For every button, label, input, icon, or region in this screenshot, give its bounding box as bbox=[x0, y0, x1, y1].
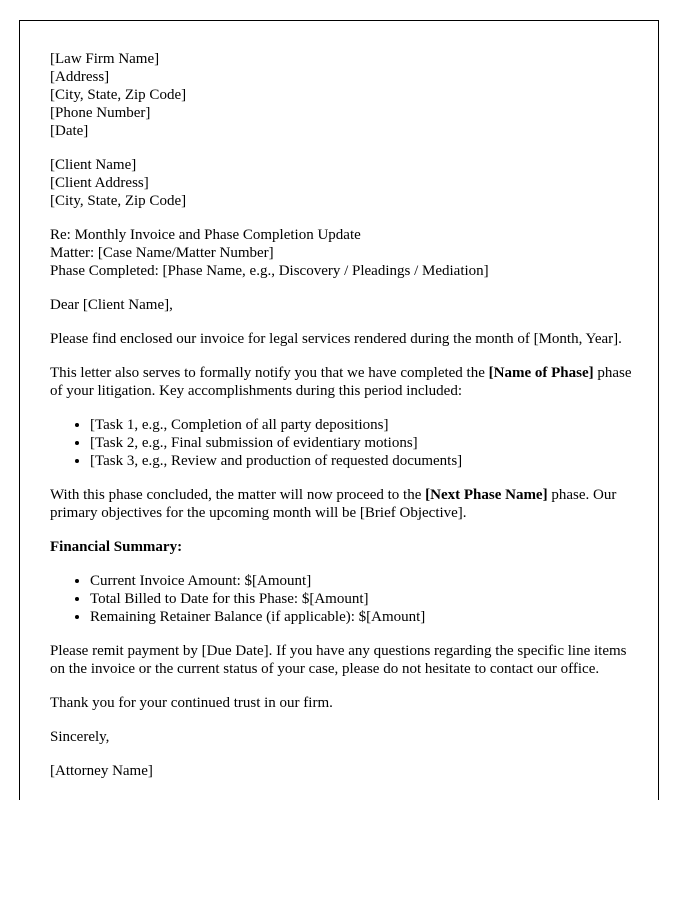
list-item: • [Task 3, e.g., Review and production of requested documents] bbox=[90, 452, 636, 470]
financial-summary-heading bbox=[50, 538, 636, 556]
firm-phone: [Phone Number] bbox=[50, 105, 151, 121]
client-city-state-zip: [City, State, Zip Code] bbox=[50, 193, 187, 209]
letter-body bbox=[50, 50, 636, 796]
paragraph-next-after: phase. Our primary objectives for the upcoming month will be [Brief Objective]. bbox=[50, 487, 617, 521]
signature-name: [Attorney Name] bbox=[50, 763, 153, 779]
paragraph-phase-after: phase of your litigation. Key accomplishments during this period included: bbox=[50, 365, 632, 399]
closing: Sincerely, bbox=[50, 729, 110, 745]
financial-list bbox=[50, 572, 636, 626]
subject-block bbox=[50, 226, 636, 280]
paragraph-phase bbox=[50, 364, 636, 400]
subject-re: Re: Monthly Invoice and Phase Completion Update bbox=[50, 227, 361, 243]
financial-heading-text: Financial Summary: bbox=[50, 539, 183, 555]
firm-name: [Law Firm Name] bbox=[50, 51, 160, 67]
list-item: • Remaining Retainer Balance (if applicable): $[Amount] bbox=[90, 608, 636, 626]
letter-page bbox=[19, 20, 659, 800]
paragraph-invoice: Please find enclosed our invoice for legal services rendered during the month of [Month, Year]. bbox=[50, 331, 622, 347]
list-item: • Total Billed to Date for this Phase: $[Amount] bbox=[90, 590, 636, 608]
paragraph-next-before: With this phase concluded, the matter will now proceed to the bbox=[50, 487, 426, 503]
letter-date: [Date] bbox=[50, 123, 89, 139]
list-item: • [Task 1, e.g., Completion of all party depositions] bbox=[90, 416, 636, 434]
next-phase-name-bold: [Next Phase Name] bbox=[425, 487, 548, 503]
list-item: • [Task 2, e.g., Final submission of evidentiary motions] bbox=[90, 434, 636, 452]
subject-phase-completed: Phase Completed: [Phase Name, e.g., Discovery / Pleadings / Mediation] bbox=[50, 263, 489, 279]
client-address: [Client Address] bbox=[50, 175, 149, 191]
recipient-block bbox=[50, 156, 636, 210]
phase-name-bold: [Name of Phase] bbox=[488, 365, 594, 381]
thanks-line: Thank you for your continued trust in our firm. bbox=[50, 695, 333, 711]
client-name: [Client Name] bbox=[50, 157, 137, 173]
list-item: • Current Invoice Amount: $[Amount] bbox=[90, 572, 636, 590]
paragraph-payment: Please remit payment by [Due Date]. If you have any questions regarding the specific line items on the invoice or the current status of your case, please do not hesitate to contact our office. bbox=[50, 643, 627, 677]
paragraph-phase-before: This letter also serves to formally notify you that we have completed the bbox=[50, 365, 489, 381]
salutation: Dear [Client Name], bbox=[50, 297, 173, 313]
task-list bbox=[50, 416, 636, 470]
subject-matter: Matter: [Case Name/Matter Number] bbox=[50, 245, 274, 261]
sender-block bbox=[50, 50, 636, 140]
paragraph-next-phase bbox=[50, 486, 636, 522]
firm-city-state-zip: [City, State, Zip Code] bbox=[50, 87, 187, 103]
firm-address: [Address] bbox=[50, 69, 110, 85]
